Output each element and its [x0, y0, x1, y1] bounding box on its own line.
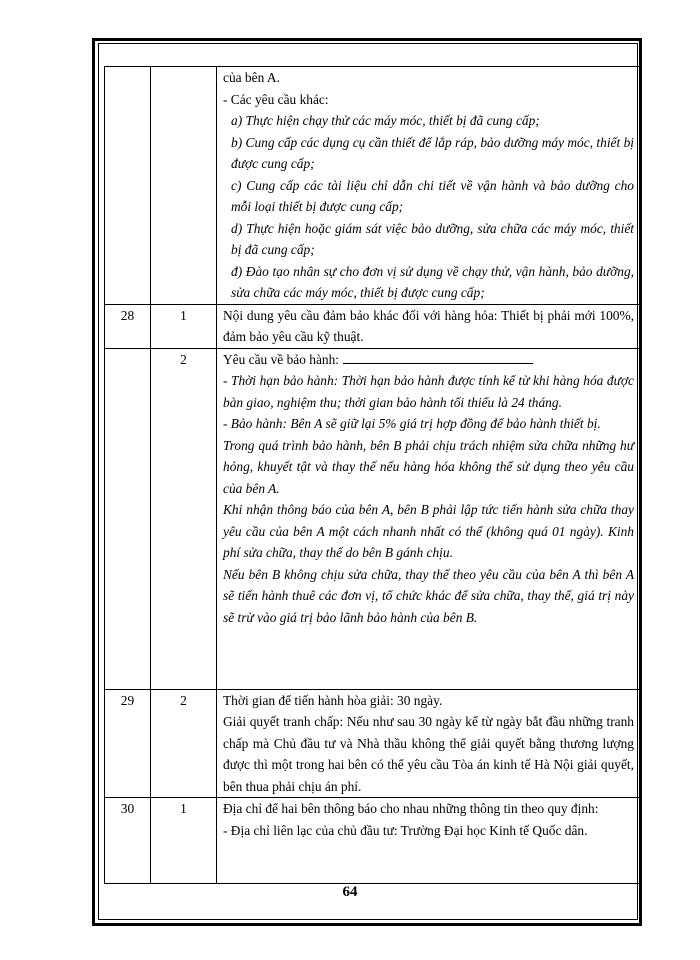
content-line: của bên A. [223, 70, 280, 85]
table-row [105, 304, 641, 348]
content-line: Nếu bên B không chịu sửa chữa, thay thế theo yêu cầu của bên A thì bên A sẽ tiến hành thuê các đơn vị, tổ chức khác để sửa chữa, thay thế, giá trị này sẽ trừ vào giá trị bảo lãnh bảo hành của bên B. [223, 566, 634, 625]
item-number-cell: 30 [105, 798, 151, 884]
sub-number-cell: 2 [151, 689, 217, 798]
contract-conditions-table [104, 66, 641, 884]
content-cell [217, 689, 641, 798]
content-line: Khi nhận thông báo của bên A, bên B phải lập tức tiến hành sửa chữa thay yêu cầu của bên A một cách nhanh nhất có thể (không quá 01 ngày). Kinh phí sửa chữa, thay thế do bên B gánh chịu. [223, 502, 634, 560]
content-line: b) Cung cấp các dụng cụ cần thiết để lắp ráp, bảo dưỡng máy móc, thiết bị được cung cấp; [231, 134, 634, 171]
content-line: Giải quyết tranh chấp: Nếu như sau 30 ngày kể từ ngày bắt đầu những tranh chấp mà Chủ đầu tư và Nhà thầu không thể giải quyết bằng thương lượng được thì một trong hai bên có thể yêu cầu Tòa án kinh tế Hà Nội giải quyết, bên thua phải chịu án phí. [223, 714, 634, 794]
content-line: d) Thực hiện hoặc giám sát việc bảo dưỡng, sửa chữa các máy móc, thiết bị đã cung cấp; [231, 220, 634, 257]
table-row [105, 798, 641, 884]
content-line: Thời gian để tiến hành hòa giải: 30 ngày. [223, 692, 443, 708]
item-number-cell: 29 [105, 689, 151, 798]
table-row [105, 348, 641, 689]
page-number: 64 [342, 884, 358, 900]
content-cell [217, 798, 641, 884]
content-cell [217, 67, 641, 305]
content-line [223, 349, 634, 371]
table-row [105, 67, 641, 305]
item-number-cell: 28 [105, 304, 151, 348]
content-cell [217, 304, 641, 348]
sub-number-cell: 1 [151, 304, 217, 348]
section-title: Yêu cầu về bảo hành: [223, 351, 340, 367]
table-body [105, 67, 641, 884]
content-line: - Các yêu cầu khác: [223, 91, 329, 107]
content-cell [217, 348, 641, 689]
content-line: đ) Đào tạo nhân sự cho đơn vị sử dụng về chạy thử, vận hành, bảo dưỡng, sửa chữa các máy móc, thiết bị được cung cấp; [231, 263, 634, 300]
content-line: Trong quá trình bảo hành, bên B phải chịu trách nhiệm sửa chữa những hư hỏng, khuyết tật và thay thế nếu hàng hóa không thể sử dụng theo yêu cầu của bên A. [223, 437, 634, 496]
sub-number-cell [151, 67, 217, 305]
item-number-cell [105, 348, 151, 689]
content-line: - Địa chỉ liên lạc của chủ đầu tư: Trường Đại học Kinh tế Quốc dân. [223, 822, 588, 838]
table-row [105, 689, 641, 798]
sub-number-cell: 2 [151, 348, 217, 689]
content-line: Nội dung yêu cầu đảm bảo khác đối với hàng hóa: Thiết bị phải mới 100%, đảm bảo yêu cầu kỹ thuật. [223, 307, 634, 344]
sub-number-cell: 1 [151, 798, 217, 884]
content-line: - Thời hạn bảo hành: Thời hạn bảo hành được tính kể từ khi hàng hóa được bàn giao, nghiệm thu; thời gian bảo hành tối thiểu là 24 tháng. [223, 373, 634, 410]
content-line: - Bảo hành: Bên A sẽ giữ lại 5% giá trị hợp đồng để bảo hành thiết bị. [223, 416, 601, 431]
content-line: c) Cung cấp các tài liệu chỉ dẫn chi tiết về vận hành và bảo dưỡng cho mỗi loại thiết bị được cung cấp; [231, 177, 634, 214]
blank-underline [343, 351, 533, 364]
content-line: Địa chỉ để hai bên thông báo cho nhau những thông tin theo quy định: [223, 801, 599, 816]
content-line: a) Thực hiện chạy thử các máy móc, thiết bị đã cung cấp; [231, 113, 540, 128]
item-number-cell [105, 67, 151, 305]
